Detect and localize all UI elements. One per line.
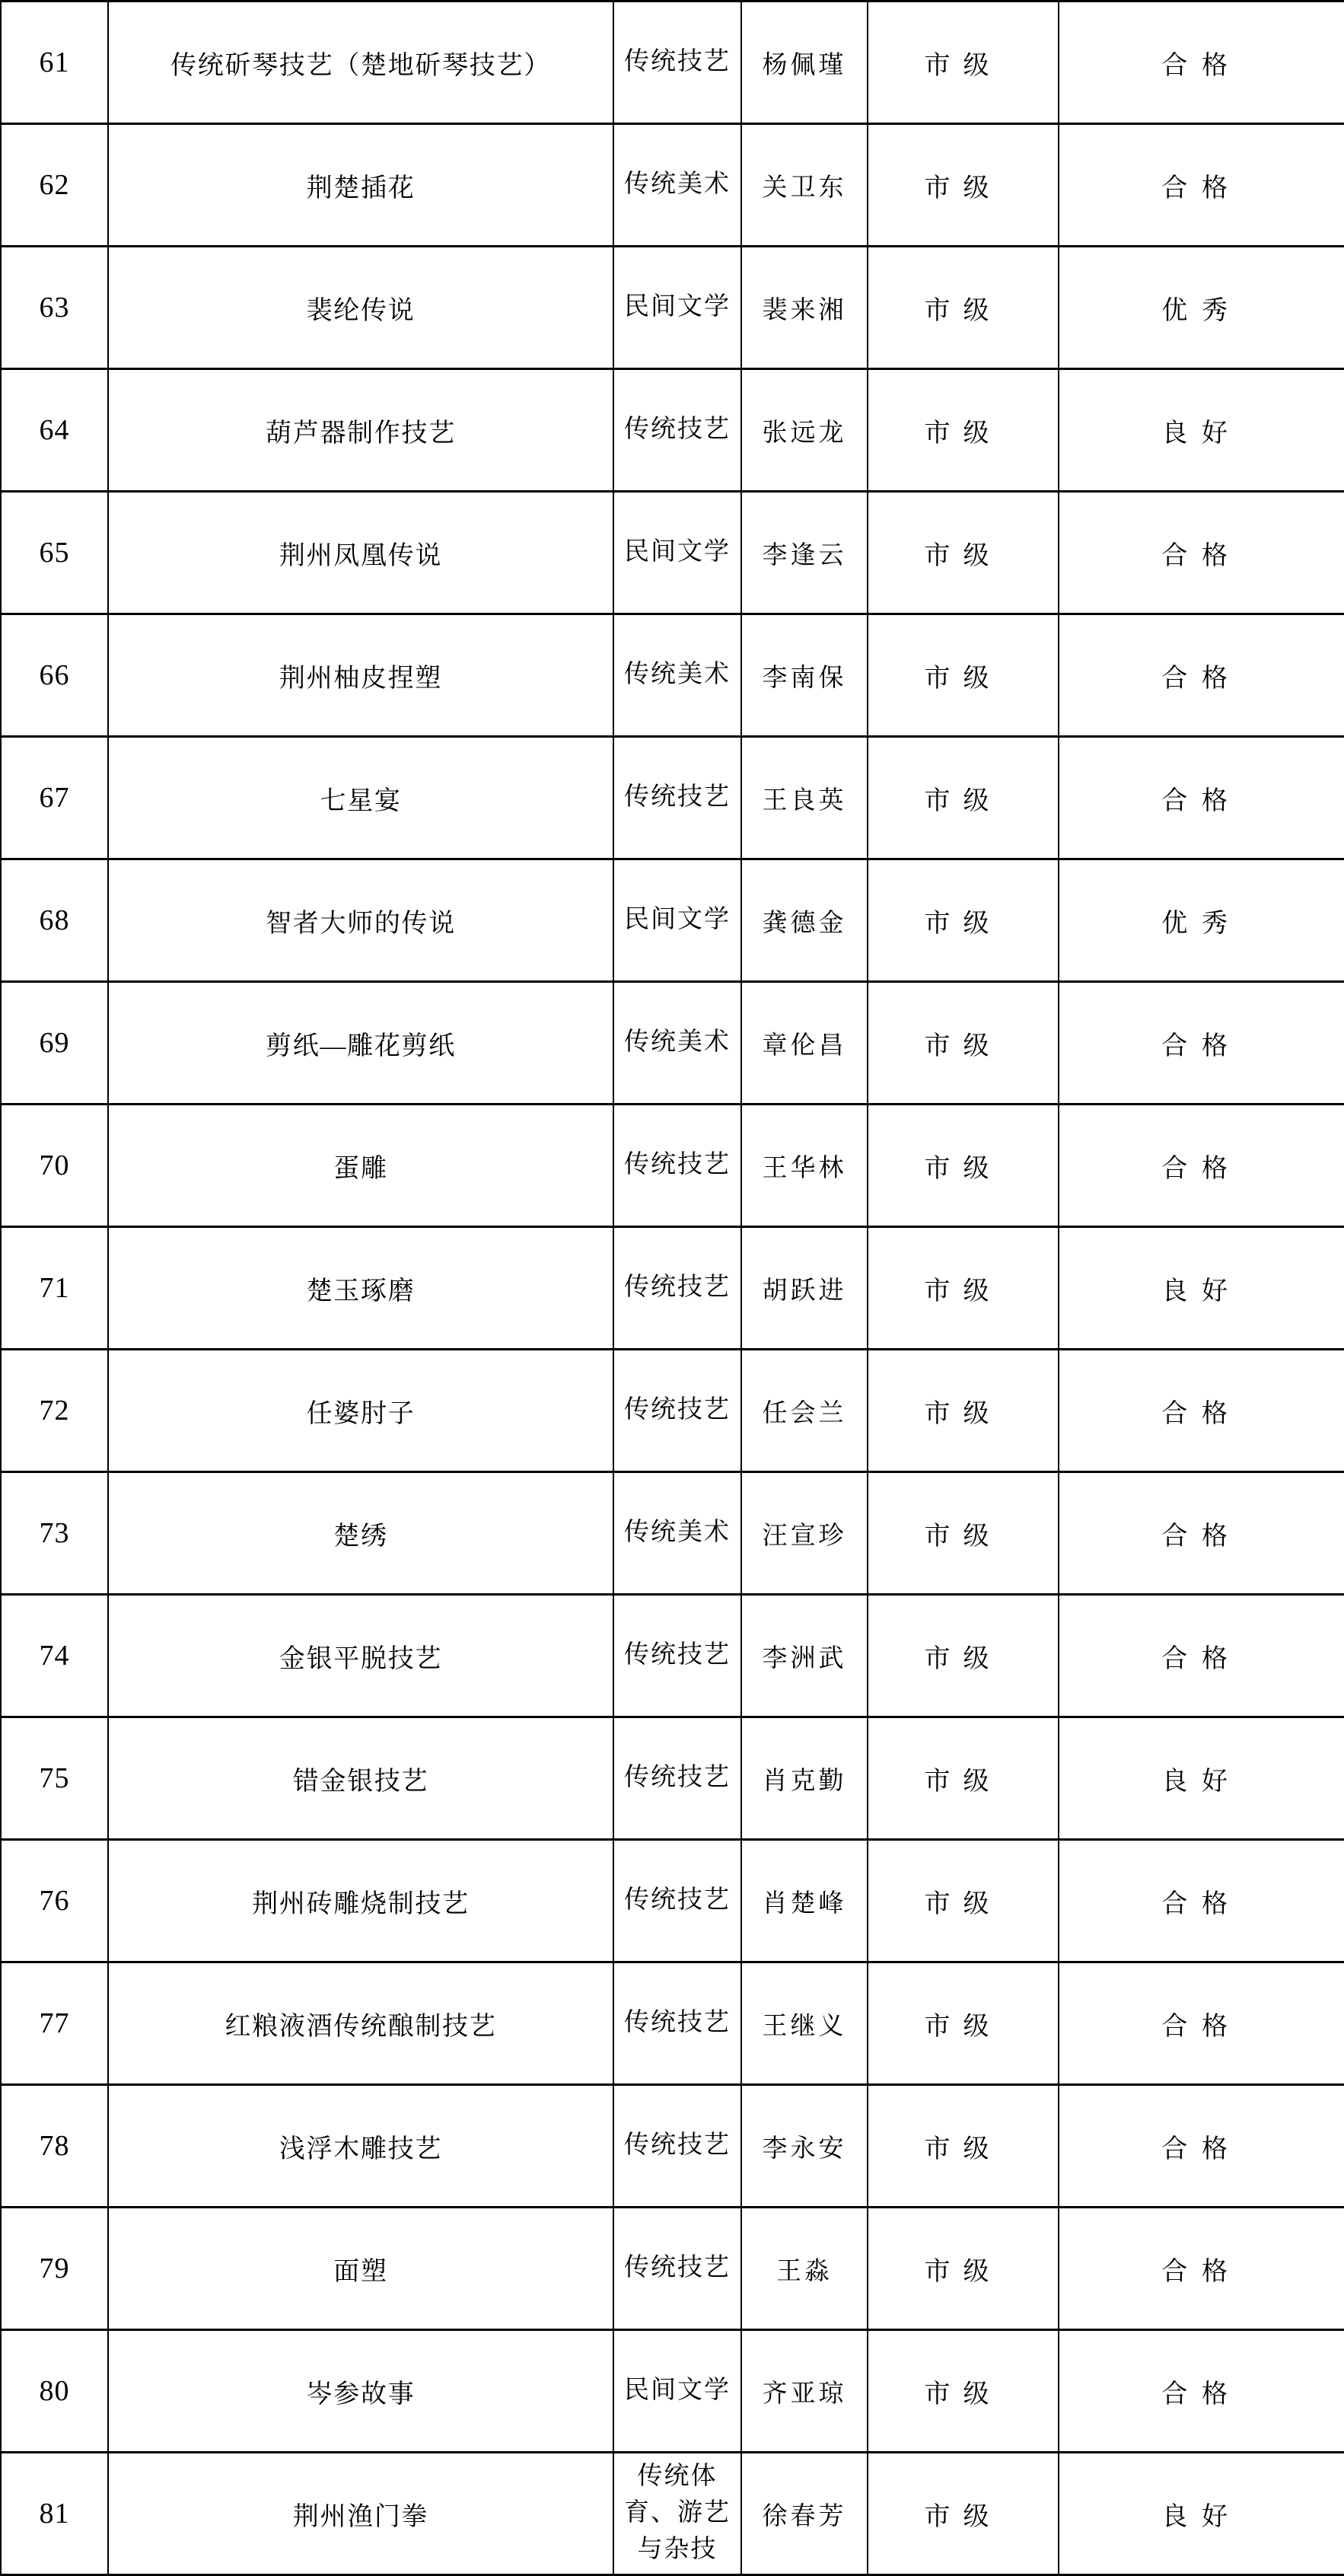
row-number-cell: 75	[1, 1717, 108, 1840]
level-cell: 市级	[868, 1105, 1059, 1227]
row-number-cell: 62	[1, 124, 108, 247]
table-row	[1, 2, 1344, 124]
level-cell: 市级	[868, 1595, 1059, 1717]
row-number-cell: 65	[1, 492, 108, 614]
grade-cell: 合格	[1059, 1350, 1344, 1472]
table-row	[1, 2330, 1344, 2453]
project-name-cell: 红粮液酒传统酿制技艺	[108, 1962, 613, 2085]
level-cell: 市级	[868, 614, 1059, 737]
table-row	[1, 859, 1344, 982]
level-cell: 市级	[868, 492, 1059, 614]
inheritor-name-cell: 李逢云	[741, 492, 868, 614]
project-name-cell: 荆州柚皮捏塑	[108, 614, 613, 737]
inheritor-name-cell: 关卫东	[741, 124, 868, 247]
table-row	[1, 124, 1344, 247]
category-cell: 传统技艺	[613, 1227, 741, 1350]
inheritor-name-cell: 李永安	[741, 2085, 868, 2208]
table-row	[1, 1717, 1344, 1840]
grade-cell: 合格	[1059, 2085, 1344, 2208]
row-number-cell: 74	[1, 1595, 108, 1717]
inheritor-name-cell: 任会兰	[741, 1350, 868, 1472]
row-number-cell: 79	[1, 2208, 108, 2330]
category-cell: 传统技艺	[613, 2085, 741, 2208]
table-row	[1, 614, 1344, 737]
table-row	[1, 2453, 1344, 2575]
inheritor-name-cell: 李南保	[741, 614, 868, 737]
category-cell: 传统美术	[613, 614, 741, 737]
level-cell: 市级	[868, 369, 1059, 492]
inheritor-name-cell: 李洲武	[741, 1595, 868, 1717]
inheritor-name-cell: 胡跃进	[741, 1227, 868, 1350]
row-number-cell: 70	[1, 1105, 108, 1227]
level-cell: 市级	[868, 1962, 1059, 2085]
row-number-cell: 81	[1, 2453, 108, 2575]
project-name-cell: 蛋雕	[108, 1105, 613, 1227]
grade-cell: 合格	[1059, 1105, 1344, 1227]
row-number-cell: 68	[1, 859, 108, 982]
grade-cell: 良好	[1059, 1227, 1344, 1350]
project-name-cell: 浅浮木雕技艺	[108, 2085, 613, 2208]
category-cell: 传统美术	[613, 982, 741, 1105]
level-cell: 市级	[868, 247, 1059, 369]
category-cell: 民间文学	[613, 2330, 741, 2453]
level-cell: 市级	[868, 1350, 1059, 1472]
grade-cell: 合格	[1059, 2208, 1344, 2330]
grade-cell: 合格	[1059, 737, 1344, 859]
level-cell: 市级	[868, 124, 1059, 247]
grade-cell: 合格	[1059, 2, 1344, 124]
category-cell: 传统技艺	[613, 2, 741, 124]
row-number-cell: 78	[1, 2085, 108, 2208]
project-name-cell: 葫芦器制作技艺	[108, 369, 613, 492]
inheritor-name-cell: 龚德金	[741, 859, 868, 982]
project-name-cell: 任婆肘子	[108, 1350, 613, 1472]
inheritor-name-cell: 章伦昌	[741, 982, 868, 1105]
level-cell: 市级	[868, 2453, 1059, 2575]
row-number-cell: 73	[1, 1472, 108, 1595]
table-body	[1, 2, 1344, 2575]
row-number-cell: 66	[1, 614, 108, 737]
table-row	[1, 2085, 1344, 2208]
project-name-cell: 错金银技艺	[108, 1717, 613, 1840]
project-name-cell: 楚绣	[108, 1472, 613, 1595]
level-cell: 市级	[868, 1227, 1059, 1350]
grade-cell: 合格	[1059, 1595, 1344, 1717]
grade-cell: 合格	[1059, 1962, 1344, 2085]
project-name-cell: 荆州砖雕烧制技艺	[108, 1840, 613, 1962]
table-row	[1, 1840, 1344, 1962]
project-name-cell: 剪纸—雕花剪纸	[108, 982, 613, 1105]
project-name-cell: 传统斫琴技艺（楚地斫琴技艺）	[108, 2, 613, 124]
inheritor-name-cell: 裴来湘	[741, 247, 868, 369]
category-cell: 传统技艺	[613, 737, 741, 859]
level-cell: 市级	[868, 859, 1059, 982]
level-cell: 市级	[868, 2, 1059, 124]
project-name-cell: 裴纶传说	[108, 247, 613, 369]
category-cell: 传统技艺	[613, 1717, 741, 1840]
category-cell: 民间文学	[613, 247, 741, 369]
project-name-cell: 岑参故事	[108, 2330, 613, 2453]
category-cell: 传统技艺	[613, 1962, 741, 2085]
row-number-cell: 64	[1, 369, 108, 492]
level-cell: 市级	[868, 1717, 1059, 1840]
grade-cell: 良好	[1059, 369, 1344, 492]
row-number-cell: 72	[1, 1350, 108, 1472]
level-cell: 市级	[868, 2085, 1059, 2208]
row-number-cell: 77	[1, 1962, 108, 2085]
category-cell: 民间文学	[613, 859, 741, 982]
table-row	[1, 492, 1344, 614]
grade-cell: 合格	[1059, 2330, 1344, 2453]
row-number-cell: 69	[1, 982, 108, 1105]
table-row	[1, 1962, 1344, 2085]
inheritor-name-cell: 王淼	[741, 2208, 868, 2330]
project-name-cell: 金银平脱技艺	[108, 1595, 613, 1717]
level-cell: 市级	[868, 982, 1059, 1105]
project-name-cell: 面塑	[108, 2208, 613, 2330]
inheritor-name-cell: 王继义	[741, 1962, 868, 2085]
table-row	[1, 1472, 1344, 1595]
level-cell: 市级	[868, 2208, 1059, 2330]
row-number-cell: 80	[1, 2330, 108, 2453]
row-number-cell: 61	[1, 2, 108, 124]
row-number-cell: 71	[1, 1227, 108, 1350]
category-cell: 传统体育、游艺与杂技	[613, 2453, 741, 2575]
project-name-cell: 智者大师的传说	[108, 859, 613, 982]
table-row	[1, 737, 1344, 859]
table-row	[1, 1227, 1344, 1350]
inheritor-name-cell: 杨佩瑾	[741, 2, 868, 124]
table-row	[1, 1350, 1344, 1472]
project-name-cell: 荆州渔门拳	[108, 2453, 613, 2575]
grade-cell: 合格	[1059, 1472, 1344, 1595]
level-cell: 市级	[868, 1840, 1059, 1962]
table-row	[1, 1105, 1344, 1227]
row-number-cell: 76	[1, 1840, 108, 1962]
category-cell: 传统技艺	[613, 2208, 741, 2330]
category-cell: 传统技艺	[613, 369, 741, 492]
level-cell: 市级	[868, 737, 1059, 859]
grade-cell: 合格	[1059, 492, 1344, 614]
project-name-cell: 楚玉琢磨	[108, 1227, 613, 1350]
inheritor-name-cell: 汪宣珍	[741, 1472, 868, 1595]
grade-cell: 合格	[1059, 982, 1344, 1105]
table-row	[1, 2208, 1344, 2330]
grade-cell: 合格	[1059, 1840, 1344, 1962]
grade-cell: 合格	[1059, 614, 1344, 737]
level-cell: 市级	[868, 2330, 1059, 2453]
category-cell: 传统技艺	[613, 1350, 741, 1472]
table-row	[1, 1595, 1344, 1717]
project-name-cell: 荆楚插花	[108, 124, 613, 247]
inheritor-name-cell: 肖克勤	[741, 1717, 868, 1840]
inheritor-name-cell: 王良英	[741, 737, 868, 859]
row-number-cell: 63	[1, 247, 108, 369]
grade-cell: 良好	[1059, 2453, 1344, 2575]
table-row	[1, 247, 1344, 369]
grade-cell: 合格	[1059, 124, 1344, 247]
inheritor-name-cell: 徐春芳	[741, 2453, 868, 2575]
category-cell: 传统美术	[613, 124, 741, 247]
category-cell: 传统美术	[613, 1472, 741, 1595]
table-row	[1, 982, 1344, 1105]
grade-cell: 良好	[1059, 1717, 1344, 1840]
inheritor-name-cell: 肖楚峰	[741, 1840, 868, 1962]
project-name-cell: 七星宴	[108, 737, 613, 859]
inheritor-name-cell: 齐亚琼	[741, 2330, 868, 2453]
row-number-cell: 67	[1, 737, 108, 859]
project-name-cell: 荆州凤凰传说	[108, 492, 613, 614]
table-row	[1, 369, 1344, 492]
grade-cell: 优秀	[1059, 247, 1344, 369]
category-cell: 传统技艺	[613, 1105, 741, 1227]
inheritor-name-cell: 王华林	[741, 1105, 868, 1227]
grade-cell: 优秀	[1059, 859, 1344, 982]
category-cell: 传统技艺	[613, 1840, 741, 1962]
category-cell: 民间文学	[613, 492, 741, 614]
category-cell: 传统技艺	[613, 1595, 741, 1717]
level-cell: 市级	[868, 1472, 1059, 1595]
inheritor-name-cell: 张远龙	[741, 369, 868, 492]
